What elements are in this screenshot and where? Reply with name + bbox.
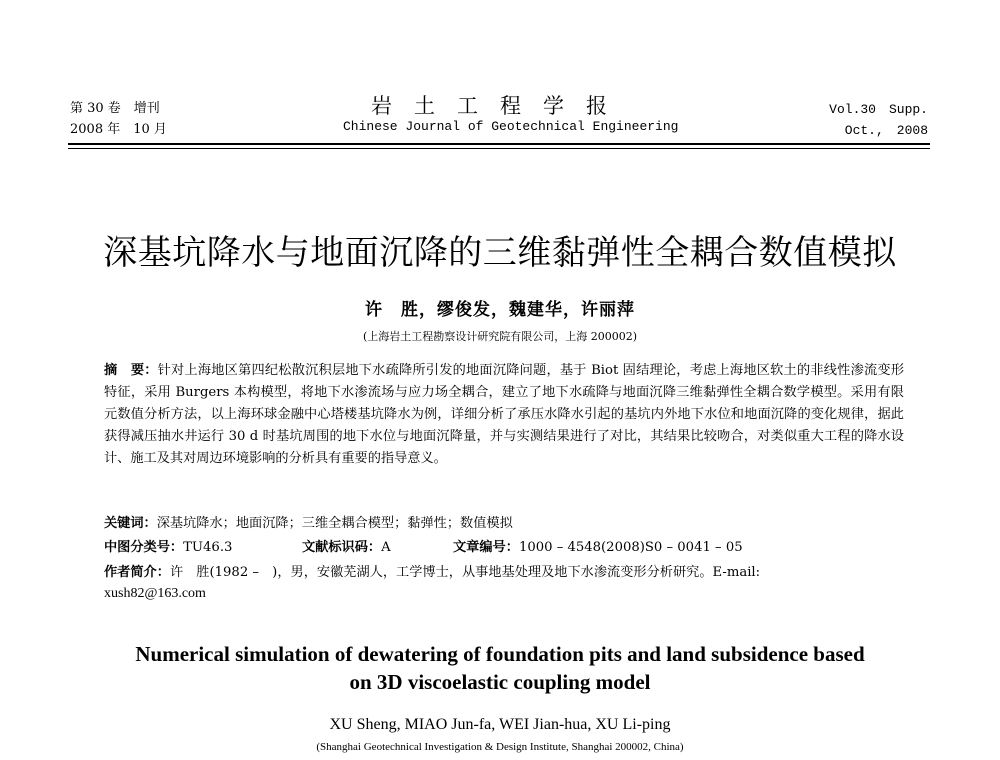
abstract-text: 针对上海地区第四纪松散沉积层地下水疏降所引发的地面沉降问题，基于 Biot 固结理论，考虑上海地区软土的非线性渗流变形特征，采用 Burgers 本构模型，将地下水渗流场与应力场全耦合，建立了地下水疏降与地面沉降三维黏弹性全耦合数学模型。采用有限元数值分析方法，以上海环球金融中心塔楼基坑降水为例，详细分析了承压水降水引起的基坑内外地下水位和地面沉降的变化规律，据此获得减压抽水井运行 30 d 时基坑周围的地下水位与地面沉降量，并与实测结果进行了对比，其结果比较吻合，对类似重大工程的降水设计、施工及其对周边环境影响的分析具有重要的指导意义。 — [104, 363, 905, 466]
header-volume-en: Vol.30 Supp. — [829, 102, 928, 117]
authors-en: XU Sheng, MIAO Jun-fa, WEI Jian-hua, XU Li-ping — [329, 716, 671, 733]
clc-label: 中图分类号： — [104, 540, 184, 555]
clc-number — [104, 536, 232, 555]
abstract — [104, 360, 904, 470]
article-title-en-line1: Numerical simulation of dewatering of foundation pits and land subsidence based — [135, 642, 865, 666]
article-number — [453, 536, 743, 555]
article-title-cn: 深基坑降水与地面沉降的三维黏弹性全耦合数值模拟 — [103, 233, 897, 273]
article-title-en-line2: on 3D viscoelastic coupling model — [349, 670, 651, 694]
journal-title-cn: 岩土工程学报 — [371, 94, 629, 118]
bio-text: 许 胜(1982 – )，男，安徽芜湖人，工学博士，从事地基处理及地下水渗流变形分析研究。E-mail: — [169, 565, 761, 580]
authors-cn: 许 胜，缪俊发，魏建华，许丽萍 — [365, 300, 635, 320]
article-no-label: 文章编号： — [453, 540, 519, 555]
doc-code-label: 文献标识码： — [302, 540, 382, 555]
header-date-en: Oct., 2008 — [844, 123, 928, 138]
bio-label: 作者简介： — [104, 565, 170, 580]
clc-value: TU46.3 — [183, 540, 233, 555]
abstract-label: 摘 要： — [104, 363, 158, 378]
keywords-text: 深基坑降水；地面沉降；三维全耦合模型；黏弹性；数值模拟 — [156, 516, 513, 531]
header-date-cn: 2008 年 10 月 — [70, 122, 167, 137]
affiliation-cn: (上海岩土工程勘察设计研究院有限公司，上海 200002) — [362, 330, 638, 343]
header-volume-cn: 第 30 卷 增刊 — [70, 101, 160, 116]
header-rule-thin — [68, 148, 930, 149]
article-title-en — [60, 640, 940, 696]
keywords — [104, 512, 513, 531]
affiliation-en: (Shanghai Geotechnical Investigation & Design Institute, Shanghai 200002, China) — [316, 741, 684, 753]
author-bio — [104, 561, 760, 580]
doc-code-value: A — [381, 540, 391, 555]
document-code — [302, 536, 391, 555]
header-rule-thick — [68, 143, 930, 145]
author-email[interactable]: xush82@163.com — [104, 586, 206, 601]
article-no-value: 1000 – 4548(2008)S0 – 0041 – 05 — [518, 540, 743, 555]
journal-title-en: Chinese Journal of Geotechnical Engineering — [343, 119, 679, 134]
keywords-label: 关键词： — [104, 516, 157, 531]
